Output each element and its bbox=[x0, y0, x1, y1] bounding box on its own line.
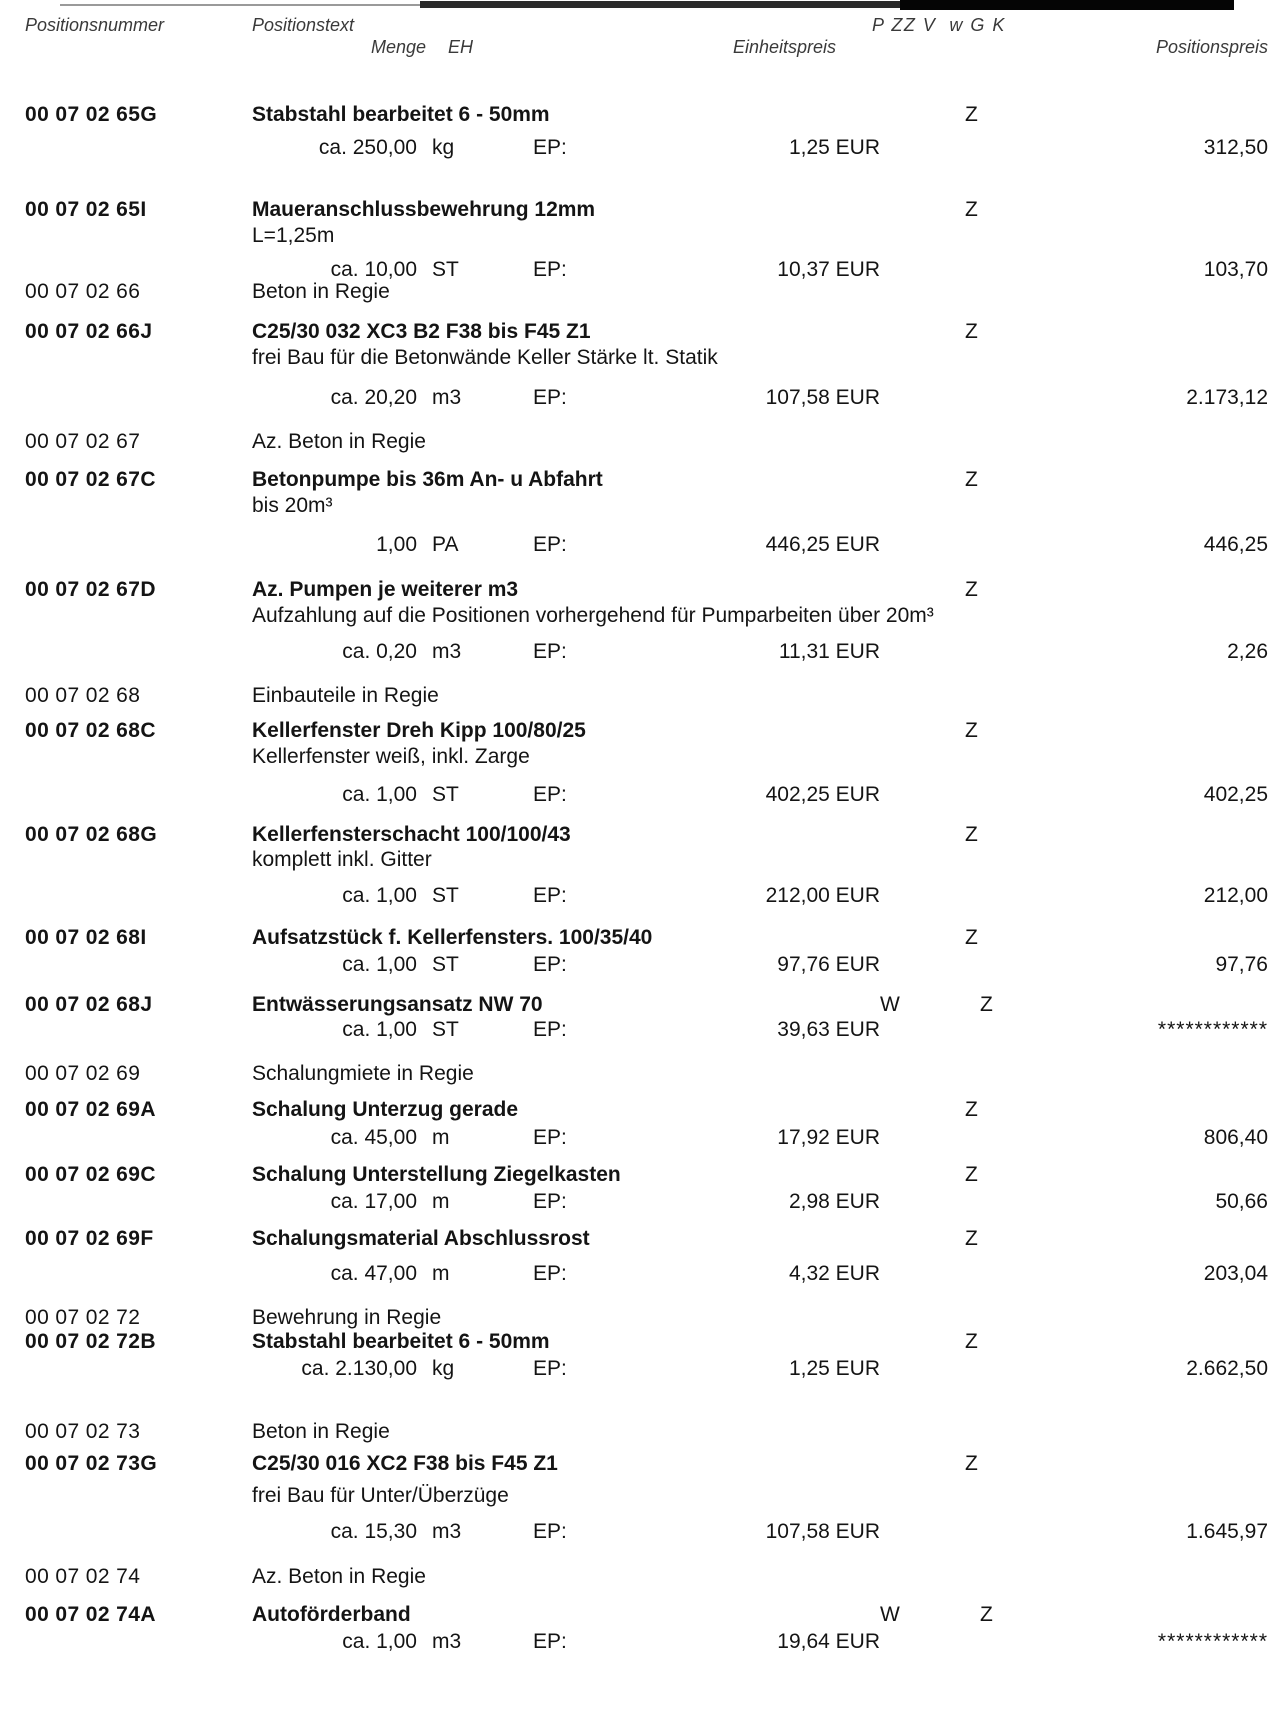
position-number: 00 07 02 74 bbox=[25, 1565, 141, 1588]
position-number: 00 07 02 73 bbox=[25, 1420, 141, 1443]
total-price: 312,50 bbox=[1203, 136, 1268, 159]
position-title: Entwässerungsansatz NW 70 bbox=[252, 993, 543, 1016]
position-title: C25/30 032 XC3 B2 F38 bis F45 Z1 bbox=[252, 320, 591, 343]
flag-z: Z bbox=[965, 103, 978, 126]
total-price: 97,76 bbox=[1215, 953, 1268, 976]
flag-z: Z bbox=[965, 1227, 978, 1250]
position-number: 00 07 02 69F bbox=[25, 1227, 154, 1250]
ep-label: EP: bbox=[533, 1357, 567, 1380]
ep-label: EP: bbox=[533, 783, 567, 806]
position-number: 00 07 02 72 bbox=[25, 1306, 141, 1329]
unit-price: 1,25 EUR bbox=[788, 1357, 880, 1380]
position-number: 00 07 02 66J bbox=[25, 320, 153, 343]
position-number: 00 07 02 74A bbox=[25, 1603, 156, 1626]
ep-label: EP: bbox=[533, 1018, 567, 1041]
position-title: Autoförderband bbox=[252, 1603, 411, 1626]
position-title: Schalung Unterzug gerade bbox=[252, 1098, 519, 1121]
ep-label: EP: bbox=[533, 1262, 567, 1285]
eh-unit: ST bbox=[432, 884, 459, 907]
position-number: 00 07 02 67D bbox=[25, 578, 156, 601]
flag-z: Z bbox=[965, 468, 978, 491]
position-title: Kellerfenster Dreh Kipp 100/80/25 bbox=[252, 719, 586, 742]
position-title: Maueranschlussbewehrung 12mm bbox=[252, 198, 596, 221]
position-title: Bewehrung in Regie bbox=[252, 1306, 442, 1329]
menge-value: ca. 45,00 bbox=[330, 1126, 417, 1149]
position-number: 00 07 02 66 bbox=[25, 280, 141, 303]
eh-unit: m3 bbox=[432, 386, 462, 409]
flag-z: Z bbox=[965, 823, 978, 846]
flag-z: Z bbox=[965, 719, 978, 742]
column-header-positionstext: Positionstext bbox=[252, 15, 355, 35]
total-price: 203,04 bbox=[1203, 1262, 1268, 1285]
menge-value: ca. 0,20 bbox=[342, 640, 417, 663]
total-price: 212,00 bbox=[1203, 884, 1268, 907]
ep-label: EP: bbox=[533, 136, 567, 159]
unit-price: 39,63 EUR bbox=[777, 1018, 880, 1041]
total-price: 2.173,12 bbox=[1186, 386, 1268, 409]
menge-value: ca. 1,00 bbox=[342, 1018, 417, 1041]
position-title: Stabstahl bearbeitet 6 - 50mm bbox=[252, 1330, 550, 1353]
position-title: Aufsatzstück f. Kellerfensters. 100/35/40 bbox=[252, 926, 653, 949]
eh-unit: ST bbox=[432, 1018, 459, 1041]
position-number: 00 07 02 67C bbox=[25, 468, 156, 491]
position-title: Az. Pumpen je weiterer m3 bbox=[252, 578, 519, 601]
eh-unit: m3 bbox=[432, 640, 462, 663]
ep-label: EP: bbox=[533, 1630, 567, 1653]
unit-price: 11,31 EUR bbox=[778, 640, 880, 663]
flag-z: Z bbox=[965, 1330, 978, 1353]
column-header-flags: P ZZ V w G K bbox=[872, 15, 1006, 35]
menge-value: ca. 1,00 bbox=[342, 783, 417, 806]
menge-value: ca. 15,30 bbox=[330, 1520, 417, 1543]
eh-unit: kg bbox=[432, 1357, 455, 1380]
eh-unit: kg bbox=[432, 136, 455, 159]
position-number: 00 07 02 65I bbox=[25, 198, 147, 221]
column-header-eh: EH bbox=[448, 37, 474, 57]
position-number: 00 07 02 73G bbox=[25, 1452, 158, 1475]
position-number: 00 07 02 68 bbox=[25, 684, 141, 707]
total-price: 402,25 bbox=[1203, 783, 1268, 806]
position-description: komplett inkl. Gitter bbox=[252, 848, 432, 871]
flag-z: Z bbox=[965, 1452, 978, 1475]
eh-unit: m bbox=[432, 1126, 450, 1149]
menge-value: ca. 250,00 bbox=[318, 136, 417, 159]
total-price: 806,40 bbox=[1203, 1126, 1268, 1149]
position-number: 00 07 02 65G bbox=[25, 103, 158, 126]
ep-label: EP: bbox=[533, 953, 567, 976]
position-title: Beton in Regie bbox=[252, 280, 390, 303]
position-title: C25/30 016 XC2 F38 bis F45 Z1 bbox=[252, 1452, 558, 1475]
flag-z: Z bbox=[980, 1603, 993, 1626]
ep-label: EP: bbox=[533, 884, 567, 907]
eh-unit: ST bbox=[432, 258, 459, 281]
flag-z: Z bbox=[965, 320, 978, 343]
position-description: Kellerfenster weiß, inkl. Zarge bbox=[252, 745, 530, 768]
eh-unit: m bbox=[432, 1262, 450, 1285]
flag-w: W bbox=[880, 1603, 900, 1626]
unit-price: 446,25 EUR bbox=[765, 533, 880, 556]
total-price: 50,66 bbox=[1215, 1190, 1268, 1213]
flag-z: Z bbox=[965, 1098, 978, 1121]
flag-z: Z bbox=[980, 993, 993, 1016]
unit-price: 212,00 EUR bbox=[765, 884, 880, 907]
unit-price: 10,37 EUR bbox=[777, 258, 880, 281]
unit-price: 2,98 EUR bbox=[788, 1190, 880, 1213]
menge-value: ca. 1,00 bbox=[342, 953, 417, 976]
position-description: frei Bau für Unter/Überzüge bbox=[252, 1484, 509, 1507]
unit-price: 107,58 EUR bbox=[765, 386, 880, 409]
flag-z: Z bbox=[965, 926, 978, 949]
eh-unit: ST bbox=[432, 783, 459, 806]
unit-price: 107,58 EUR bbox=[765, 1520, 880, 1543]
total-price: 1.645,97 bbox=[1186, 1520, 1268, 1543]
menge-value: ca. 2.130,00 bbox=[301, 1357, 417, 1380]
position-title: Kellerfensterschacht 100/100/43 bbox=[252, 823, 571, 846]
position-title: Az. Beton in Regie bbox=[252, 1565, 426, 1588]
eh-unit: PA bbox=[432, 533, 459, 556]
masked-price: ************ bbox=[1157, 1630, 1268, 1653]
menge-value: ca. 17,00 bbox=[330, 1190, 417, 1213]
menge-value: ca. 1,00 bbox=[342, 1630, 417, 1653]
ep-label: EP: bbox=[533, 1520, 567, 1543]
position-title: Einbauteile in Regie bbox=[252, 684, 439, 707]
total-price: 103,70 bbox=[1203, 258, 1268, 281]
ep-label: EP: bbox=[533, 533, 567, 556]
menge-value: 1,00 bbox=[376, 533, 417, 556]
eh-unit: m3 bbox=[432, 1520, 462, 1543]
position-title: Stabstahl bearbeitet 6 - 50mm bbox=[252, 103, 550, 126]
position-number: 00 07 02 68I bbox=[25, 926, 147, 949]
position-number: 00 07 02 68C bbox=[25, 719, 156, 742]
position-number: 00 07 02 69 bbox=[25, 1062, 141, 1085]
position-description: bis 20m³ bbox=[252, 494, 333, 517]
position-title: Schalungsmaterial Abschlussrost bbox=[252, 1227, 590, 1250]
total-price: 2,26 bbox=[1227, 640, 1268, 663]
position-title: Beton in Regie bbox=[252, 1420, 390, 1443]
position-title: Betonpumpe bis 36m An- u Abfahrt bbox=[252, 468, 603, 491]
ep-label: EP: bbox=[533, 1190, 567, 1213]
unit-price: 17,92 EUR bbox=[777, 1126, 880, 1149]
position-title: Schalung Unterstellung Ziegelkasten bbox=[252, 1163, 621, 1186]
ep-label: EP: bbox=[533, 258, 567, 281]
position-title: Az. Beton in Regie bbox=[252, 430, 426, 453]
position-description: Aufzahlung auf die Positionen vorhergehend für Pumparbeiten über 20m³ bbox=[252, 604, 934, 627]
menge-value: ca. 20,20 bbox=[330, 386, 417, 409]
flag-z: Z bbox=[965, 198, 978, 221]
menge-value: ca. 47,00 bbox=[330, 1262, 417, 1285]
position-number: 00 07 02 69A bbox=[25, 1098, 156, 1121]
position-description: frei Bau für die Betonwände Keller Stärke lt. Statik bbox=[252, 346, 718, 369]
position-description: L=1,25m bbox=[252, 224, 335, 247]
ep-label: EP: bbox=[533, 1126, 567, 1149]
position-title: Schalungmiete in Regie bbox=[252, 1062, 474, 1085]
unit-price: 19,64 EUR bbox=[777, 1630, 880, 1653]
unit-price: 97,76 EUR bbox=[777, 953, 880, 976]
eh-unit: m bbox=[432, 1190, 450, 1213]
position-number: 00 07 02 68J bbox=[25, 993, 153, 1016]
menge-value: ca. 10,00 bbox=[330, 258, 417, 281]
eh-unit: m3 bbox=[432, 1630, 462, 1653]
column-header-einheitspreis: Einheitspreis bbox=[733, 37, 837, 57]
masked-price: ************ bbox=[1157, 1018, 1268, 1041]
eh-unit: ST bbox=[432, 953, 459, 976]
column-header-menge: Menge bbox=[371, 37, 427, 57]
position-number: 00 07 02 68G bbox=[25, 823, 158, 846]
unit-price: 1,25 EUR bbox=[788, 136, 880, 159]
ep-label: EP: bbox=[533, 386, 567, 409]
flag-w: W bbox=[880, 993, 900, 1016]
position-number: 00 07 02 69C bbox=[25, 1163, 156, 1186]
total-price: 2.662,50 bbox=[1186, 1357, 1268, 1380]
position-number: 00 07 02 72B bbox=[25, 1330, 156, 1353]
unit-price: 4,32 EUR bbox=[788, 1262, 880, 1285]
ep-label: EP: bbox=[533, 640, 567, 663]
column-header-positionsnummer: Positionsnummer bbox=[25, 15, 165, 35]
flag-z: Z bbox=[965, 1163, 978, 1186]
total-price: 446,25 bbox=[1203, 533, 1268, 556]
column-header-positionspreis: Positionspreis bbox=[1155, 37, 1268, 57]
menge-value: ca. 1,00 bbox=[342, 884, 417, 907]
position-number: 00 07 02 67 bbox=[25, 430, 141, 453]
flag-z: Z bbox=[965, 578, 978, 601]
unit-price: 402,25 EUR bbox=[765, 783, 880, 806]
